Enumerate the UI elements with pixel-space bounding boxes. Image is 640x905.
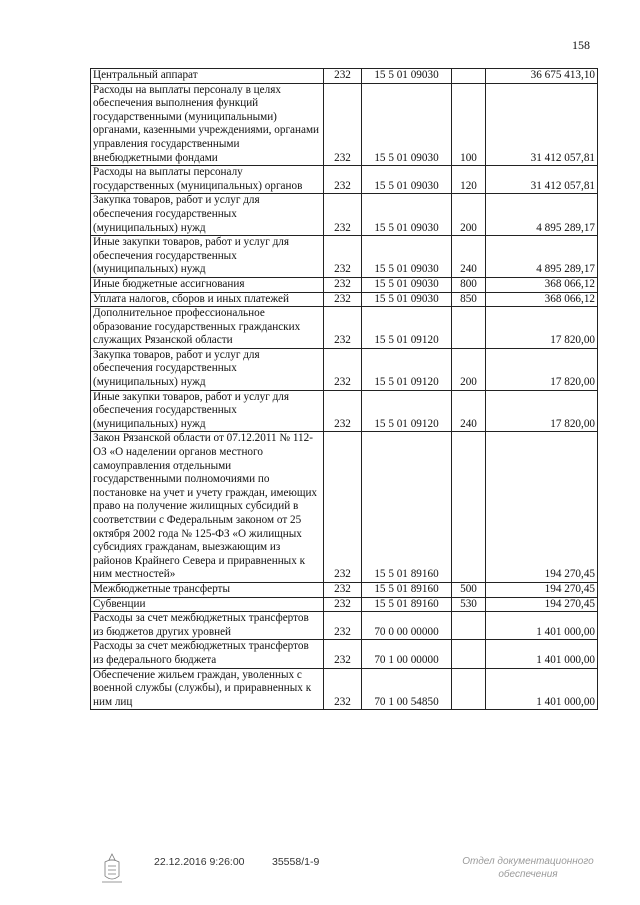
row-vr: 240 (452, 390, 486, 432)
row-name: Субвенции (91, 597, 324, 612)
row-csr: 15 5 01 09030 (362, 166, 452, 194)
row-vr: 240 (452, 236, 486, 278)
table-row (91, 432, 598, 583)
row-vr (452, 668, 486, 710)
row-csr: 70 1 00 00000 (362, 640, 452, 668)
page-number: 158 (572, 38, 590, 52)
row-vedom: 232 (324, 307, 362, 349)
row-csr: 15 5 01 09030 (362, 69, 452, 84)
table-row (91, 307, 598, 349)
row-sum: 194 270,45 (486, 582, 598, 597)
row-vedom: 232 (324, 83, 362, 166)
row-sum: 368 066,12 (486, 292, 598, 307)
row-csr: 15 5 01 09030 (362, 292, 452, 307)
row-name: Иные закупки товаров, работ и услуг для обеспечения государственных (муниципальных) нужд (91, 236, 324, 278)
row-vr: 500 (452, 582, 486, 597)
table-row (91, 194, 598, 236)
row-name: Иные бюджетные ассигнования (91, 277, 324, 292)
row-name: Расходы за счет межбюджетных трансфертов из бюджетов других уровней (91, 612, 324, 640)
row-csr: 15 5 01 89160 (362, 597, 452, 612)
row-vedom: 232 (324, 348, 362, 390)
table-row (91, 582, 598, 597)
row-csr: 15 5 01 09030 (362, 236, 452, 278)
row-vr (452, 432, 486, 583)
row-csr: 15 5 01 09030 (362, 277, 452, 292)
row-vedom: 232 (324, 612, 362, 640)
table-row (91, 236, 598, 278)
row-vedom: 232 (324, 390, 362, 432)
table-row (91, 277, 598, 292)
row-name: Уплата налогов, сборов и иных платежей (91, 292, 324, 307)
row-vedom: 232 (324, 69, 362, 84)
row-vedom: 232 (324, 292, 362, 307)
row-vedom: 232 (324, 194, 362, 236)
row-name: Закон Рязанской области от 07.12.2011 № 112-ОЗ «О наделении органов местного самоуправления отдельными государственными полномочиями по постановке на учет и учету граждан, имеющих право на получение жилищных субсидий в соответствии с Федеральным законом от 25 октября 2002 года № 125-ФЗ «О жилищных субсидиях гражданам, выезжающим из районов Крайнего Севера и приравненных к ним местностей» (91, 432, 324, 583)
row-csr: 15 5 01 09120 (362, 348, 452, 390)
row-name: Обеспечение жильем граждан, уволенных с военной службы (службы), и приравненных к ним лиц (91, 668, 324, 710)
row-vedom: 232 (324, 597, 362, 612)
row-name: Иные закупки товаров, работ и услуг для обеспечения государственных (муниципальных) нужд (91, 390, 324, 432)
row-sum: 17 820,00 (486, 307, 598, 349)
row-vr (452, 640, 486, 668)
table-row (91, 668, 598, 710)
row-name: Межбюджетные трансферты (91, 582, 324, 597)
row-sum: 194 270,45 (486, 432, 598, 583)
row-vr: 850 (452, 292, 486, 307)
row-csr: 70 0 00 00000 (362, 612, 452, 640)
row-csr: 15 5 01 89160 (362, 432, 452, 583)
row-csr: 15 5 01 09030 (362, 194, 452, 236)
budget-table (90, 68, 598, 710)
row-vr (452, 612, 486, 640)
row-vedom: 232 (324, 582, 362, 597)
emblem-logo (99, 852, 125, 886)
row-name: Расходы на выплаты персоналу государственных (муниципальных) органов (91, 166, 324, 194)
table-row (91, 640, 598, 668)
row-sum: 1 401 000,00 (486, 612, 598, 640)
row-vr (452, 307, 486, 349)
row-name: Центральный аппарат (91, 69, 324, 84)
row-sum: 1 401 000,00 (486, 668, 598, 710)
row-sum: 4 895 289,17 (486, 236, 598, 278)
table-row (91, 83, 598, 166)
table-row (91, 348, 598, 390)
row-vedom: 232 (324, 668, 362, 710)
row-sum: 194 270,45 (486, 597, 598, 612)
row-name: Расходы на выплаты персоналу в целях обеспечения выполнения функций государственными (муниципальными) органами, казенными учреждениями, органами управления государственными внебюджетными фондами (91, 83, 324, 166)
table-row (91, 292, 598, 307)
row-sum: 31 412 057,81 (486, 166, 598, 194)
row-vr: 120 (452, 166, 486, 194)
row-name: Дополнительное профессиональное образование государственных гражданских служащих Рязанской области (91, 307, 324, 349)
table-row (91, 166, 598, 194)
row-vedom: 232 (324, 236, 362, 278)
budget-table-body (91, 69, 598, 710)
footer-document-code: 35558/1-9 (272, 856, 320, 868)
row-sum: 17 820,00 (486, 390, 598, 432)
table-row (91, 597, 598, 612)
row-csr: 15 5 01 89160 (362, 582, 452, 597)
row-vr: 800 (452, 277, 486, 292)
row-sum: 17 820,00 (486, 348, 598, 390)
row-name: Закупка товаров, работ и услуг для обеспечения государственных (муниципальных) нужд (91, 348, 324, 390)
table-row (91, 69, 598, 84)
row-csr: 15 5 01 09030 (362, 83, 452, 166)
row-vedom: 232 (324, 432, 362, 583)
row-sum: 368 066,12 (486, 277, 598, 292)
row-vedom: 232 (324, 640, 362, 668)
footer-date: 22.12.2016 9:26:00 (154, 856, 245, 868)
department-stamp: Отдел документационного обеспечения (462, 856, 594, 880)
row-vedom: 232 (324, 166, 362, 194)
row-vedom: 232 (324, 277, 362, 292)
row-name: Закупка товаров, работ и услуг для обеспечения государственных (муниципальных) нужд (91, 194, 324, 236)
row-csr: 15 5 01 09120 (362, 390, 452, 432)
row-vr: 200 (452, 348, 486, 390)
table-row (91, 612, 598, 640)
row-sum: 31 412 057,81 (486, 83, 598, 166)
row-sum: 36 675 413,10 (486, 69, 598, 84)
row-vr: 200 (452, 194, 486, 236)
row-vr (452, 69, 486, 84)
row-vr: 530 (452, 597, 486, 612)
row-csr: 15 5 01 09120 (362, 307, 452, 349)
row-sum: 4 895 289,17 (486, 194, 598, 236)
table-row (91, 390, 598, 432)
row-csr: 70 1 00 54850 (362, 668, 452, 710)
row-vr: 100 (452, 83, 486, 166)
row-name: Расходы за счет межбюджетных трансфертов из федерального бюджета (91, 640, 324, 668)
row-sum: 1 401 000,00 (486, 640, 598, 668)
